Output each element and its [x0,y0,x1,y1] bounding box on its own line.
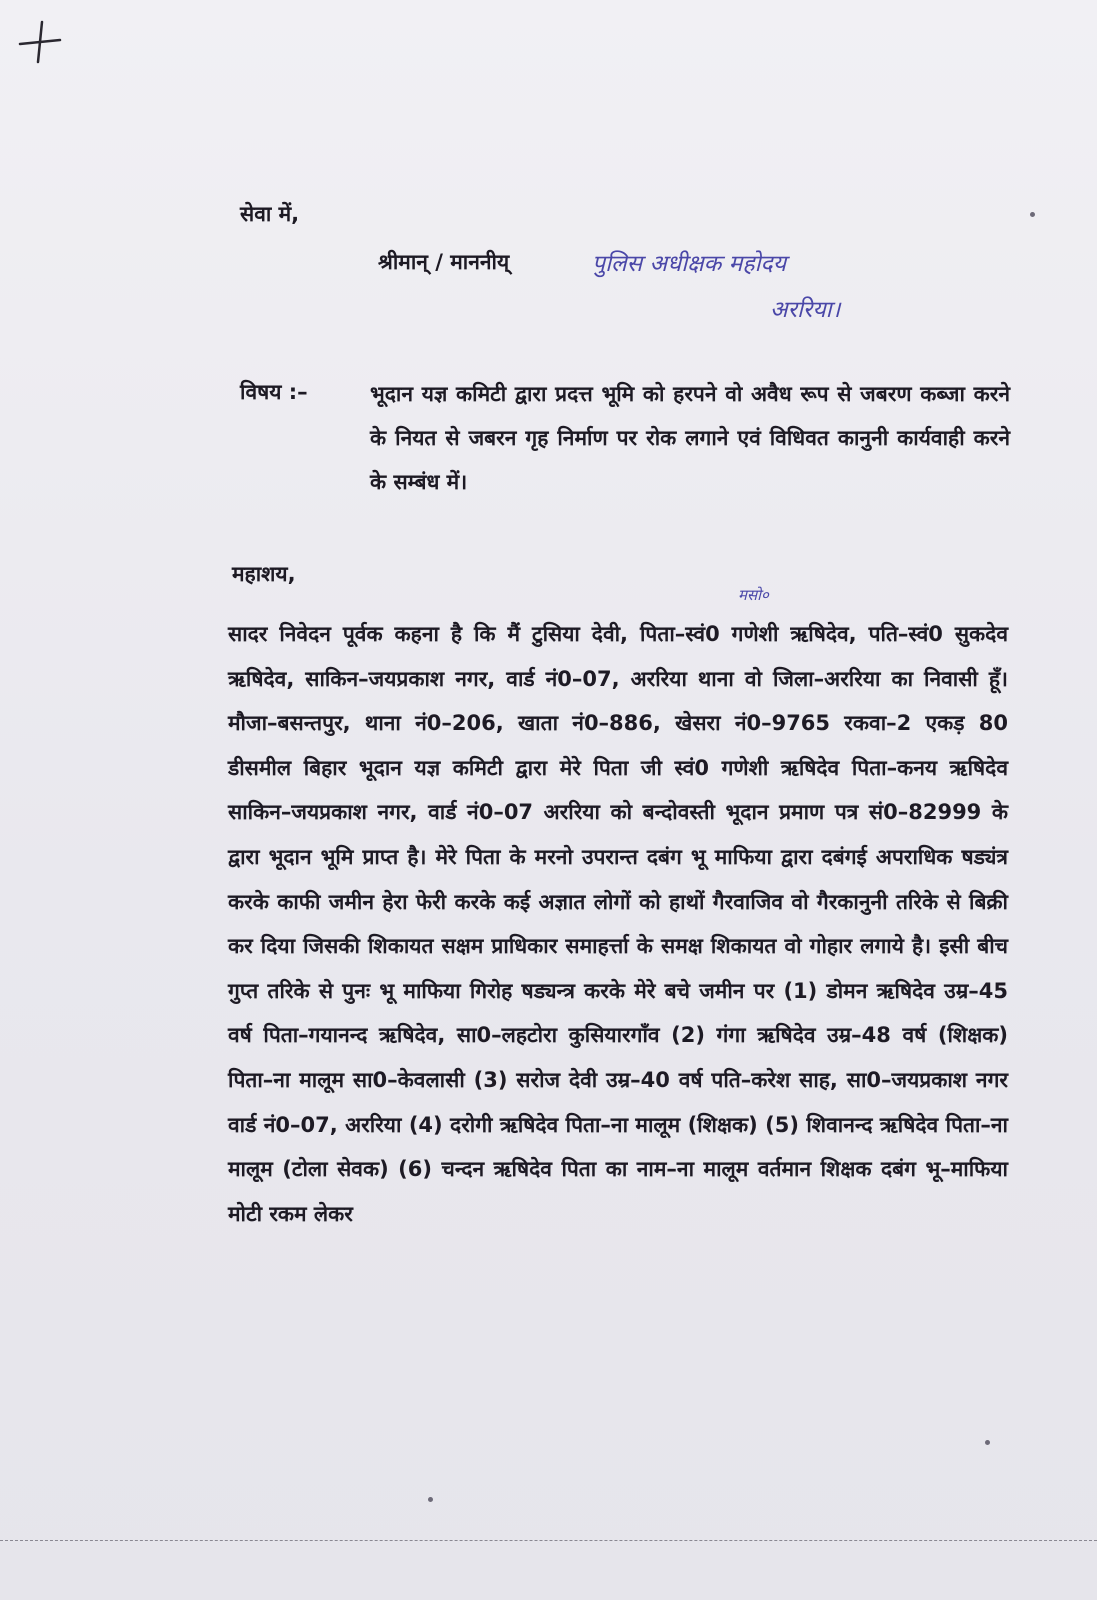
salutation-to: सेवा में, [240,202,300,226]
handwritten-insert-note: मसो० [738,586,769,604]
subject-label: विषय :– [240,380,308,404]
paper-speck [985,1440,990,1445]
addressee-handwritten-line1: पुलिस अधीक्षक महोदय [592,251,787,277]
page-bottom-rule [0,1540,1097,1541]
paper-speck [1030,212,1035,217]
addressee-prefix: श्रीमान् / माननीय् [378,250,510,274]
body-paragraph: सादर निवेदन पूर्वक कहना है कि मैं टुसिया देवी, पिता–स्वं0 गणेशी ऋषिदेव, पति–स्वं0 सुकदेव ऋषिदेव, साकिन–जयप्रकाश नगर, वार्ड नं0–07, अररिया थाना वो जिला–अररिया का निवासी हूँ। मौजा–बसन्तपुर, थाना नं0–206, खाता नं0–886, खेसरा नं0–9765 रकवा–2 एकड़ 80 डीसमील बिहार भूदान यज्ञ कमिटी द्वारा मेरे पिता जी स्वं0 गणेशी ऋषिदेव पिता–कनय ऋषिदेव साकिन–जयप्रकाश नगर, वार्ड नं0–07 अररिया को बन्दोवस्ती भूदान प्रमाण पत्र सं0–82999 के द्वारा भूदान भूमि प्राप्त है। मेरे पिता के मरनो उपरान्त दबंग भू माफिया द्वारा दबंगई अपराधिक षड्यंत्र करके काफी जमीन हेरा फेरी करके कई अज्ञात लोगों को हाथों गैरवाजिव वो गैरकानुनी तरिके से बिक्री कर दिया जिसकी शिकायत सक्षम प्राधिकार समाहर्त्ता के समक्ष शिकायत वो गोहार लगाये है। इसी बीच गुप्त तरिके से पुनः भू माफिया गिरोह षड्यन्त्र करके मेरे बचे जमीन पर (1) डोमन ऋषिदेव उम्र–45 वर्ष पिता–गयानन्द ऋषिदेव, सा0–लहटोरा कुसियारगाँव (2) गंगा ऋषिदेव उम्र–48 वर्ष (शिक्षक) पिता–ना मालूम सा0–केवलासी (3) सरोज देवी उम्र–40 वर्ष पति–करेश साह, सा0–जयप्रकाश नगर वार्ड नं0–07, अररिया (4) दरोगी ऋषिदेव पिता–ना मालूम (शिक्षक) (5) शिवानन्द ऋषिदेव पिता–ना मालूम (टोला सेवक) (6) चन्दन ऋषिदेव पिता का नाम–ना मालूम वर्तमान शिक्षक दबंग भू–माफिया मोटी रकम लेकर [228,622,1008,1226]
paper-speck [428,1497,433,1502]
subject-text: भूदान यज्ञ कमिटी द्वारा प्रदत्त भूमि को हरपने वो अवैध रूप से जबरण कब्जा करने के नियत से जबरन गृह निर्माण पर रोक लगाने एवं विधिवत कानुनी कार्यवाही करने के सम्बंध में। [370,382,1010,494]
greeting: महाशय, [232,562,296,586]
addressee-handwritten-line2: अररिया। [770,297,841,323]
corner-cross-mark-icon [16,18,64,66]
